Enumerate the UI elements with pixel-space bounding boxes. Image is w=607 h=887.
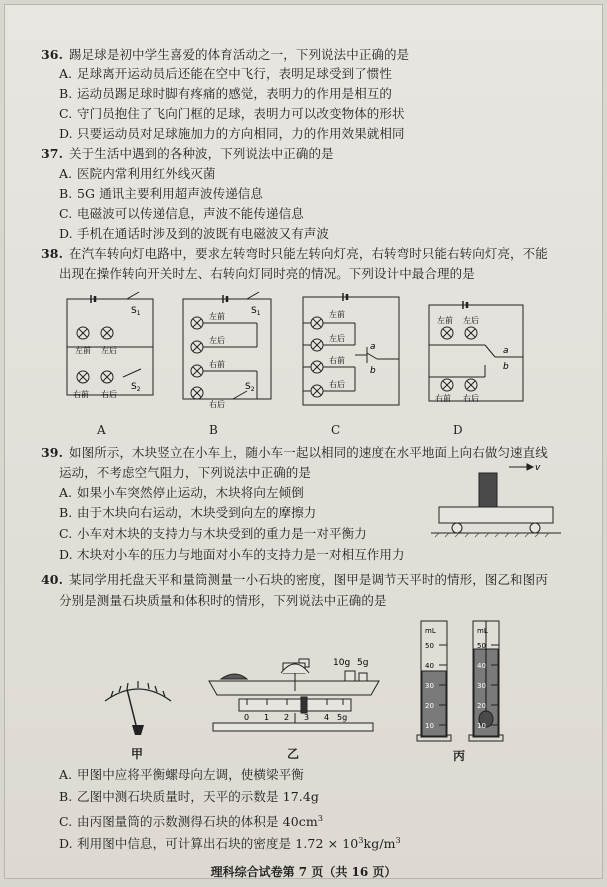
lamp-label: 右后 — [101, 390, 117, 399]
option-text: 手机在通话时涉及到的波既有电磁波又有声波 — [77, 226, 330, 241]
cylinder-tick: 20 — [425, 702, 434, 710]
contact-a-label: a — [503, 346, 509, 356]
lamp-label: 左前 — [329, 310, 345, 319]
option-key: C. — [59, 106, 73, 121]
circuit-caption: D — [453, 423, 463, 437]
lamp-label: 左前 — [437, 316, 453, 325]
option-text: 只要运动员对足球施加力的方向相同，力的作用效果就相同 — [77, 126, 405, 141]
option-key: A. — [59, 485, 73, 500]
switch-s2-label: $S_2$ — [245, 382, 255, 393]
lamp-label: 右前 — [435, 394, 451, 403]
option-text: 小车对木块的支持力与木块受到的重力是一对平衡力 — [77, 526, 367, 541]
cylinder-tick: 10 — [477, 722, 486, 730]
q39-option-b — [59, 505, 316, 521]
lamp-label: 左后 — [101, 346, 117, 355]
option-key: C. — [59, 526, 73, 541]
weight-10g — [345, 671, 355, 681]
option-text: 如果小车突然停止运动，木块将向左倾倒 — [77, 485, 304, 500]
scale-tick: 1 — [264, 713, 270, 722]
q36-stem — [41, 47, 409, 63]
q40-stem-line2: 分别是测量石块质量和体积时的情形，下列说法中正确的是 — [59, 593, 387, 608]
q36-option-b — [59, 86, 392, 102]
lamp-label: 右后 — [209, 400, 225, 409]
cylinder-tick: 50 — [425, 642, 434, 650]
circuit-caption: B — [209, 423, 218, 437]
superscript: 3 — [317, 814, 324, 823]
circuit-a — [61, 289, 161, 409]
option-key: D. — [59, 226, 73, 241]
cylinder-tick: 10 — [425, 722, 434, 730]
q36-option-c — [59, 106, 405, 122]
wooden-block — [479, 473, 497, 507]
q36-stem-text: 踢足球是初中学生喜爱的体育活动之一，下列说法中正确的是 — [69, 47, 410, 62]
figure-label-jia: 甲 — [131, 747, 144, 761]
option-text: 乙图中测石块质量时，天平的示数是 17.4g — [77, 789, 320, 804]
cart-block-figure — [431, 461, 561, 541]
cylinder-tick: 30 — [425, 682, 434, 690]
option-key: A. — [59, 66, 73, 81]
weight-label: 10g — [333, 658, 351, 668]
rider — [301, 697, 307, 713]
graduated-cylinders-bing — [415, 611, 515, 745]
balance-scale-yi — [203, 651, 385, 735]
cylinder-tick: 30 — [477, 682, 486, 690]
contact-b-label: b — [370, 366, 376, 376]
cylinder-tick: 40 — [425, 662, 434, 670]
q36-option-d — [59, 126, 405, 142]
q37-option-a — [59, 166, 216, 182]
q39-option-c — [59, 526, 367, 542]
q40-option-d — [59, 833, 401, 852]
option-text: 利用图中信息，可计算出石块的密度是 1.72 × 10 — [77, 836, 359, 852]
option-key: B. — [59, 789, 73, 804]
stone-on-pan — [221, 674, 247, 679]
cart-wheel — [452, 523, 462, 533]
option-text: 足球离开运动员后还能在空中飞行，表明足球受到了惯性 — [77, 66, 393, 81]
q40-option-c — [59, 811, 323, 830]
cylinder-tick: 40 — [477, 662, 486, 670]
scale-tick: 0 — [244, 713, 250, 722]
option-text: 运动员踢足球时脚有疼痛的感觉，表明力的作用是相互的 — [77, 86, 393, 101]
q40-stem-line1 — [41, 572, 548, 588]
weight-label: 5g — [357, 658, 369, 668]
scale-tick: 5g — [337, 713, 348, 722]
switch-s1-label: $S_1$ — [131, 306, 141, 317]
q37-option-b — [59, 186, 263, 202]
q39-option-d — [59, 547, 405, 563]
q37-number: 37. — [41, 146, 64, 161]
lamp-label: 右前 — [209, 360, 225, 369]
q38-number: 38. — [41, 246, 64, 261]
option-text: 医院内常利用红外线灭菌 — [77, 166, 216, 181]
cylinder-unit: mL — [477, 627, 488, 635]
switch-s1-label: $S_1$ — [251, 306, 261, 317]
q37-stem-text: 关于生活中遇到的各种波，下列说法中正确的是 — [69, 146, 334, 161]
balance-dial-jia — [101, 671, 175, 735]
scale-tick: 4 — [324, 713, 330, 722]
circuit-d — [423, 297, 529, 409]
q38-stem-line2: 出现在操作转向开关时左、右转向灯同时亮的情况。下列设计中最合理的是 — [59, 266, 475, 281]
option-text: 电磁波可以传递信息，声波不能传递信息 — [77, 206, 304, 221]
scale-tick: 3 — [304, 713, 310, 722]
figure-label-yi: 乙 — [287, 747, 300, 761]
option-key: A. — [59, 166, 73, 181]
q37-stem — [41, 146, 334, 162]
exam-page — [4, 4, 603, 879]
q39-stem-line1 — [41, 445, 548, 461]
option-key: D. — [59, 547, 73, 562]
option-text: 由丙图量筒的示数测得石块的体积是 40cm — [77, 814, 318, 830]
beam-scale — [239, 699, 351, 711]
circuit-caption: C — [331, 423, 341, 437]
lamp-label: 右后 — [463, 394, 479, 403]
contact-a-label: a — [370, 342, 376, 352]
option-key: A. — [59, 767, 73, 782]
q37-option-c — [59, 206, 304, 222]
option-text: 5G 通讯主要利用超声波传递信息 — [77, 186, 264, 201]
circuit-c — [297, 287, 405, 415]
option-key: B. — [59, 186, 73, 201]
q39-option-a — [59, 485, 304, 501]
lamp-label: 左后 — [209, 336, 225, 345]
page-footer: 理科综合试卷第 7 页（共 16 页） — [210, 865, 397, 879]
lamp-label: 左前 — [75, 346, 91, 355]
option-key: D. — [59, 836, 73, 852]
q40-option-b — [59, 789, 319, 805]
q37-option-d — [59, 226, 329, 242]
unit-text: kg/m — [363, 836, 396, 852]
lamp-label: 右后 — [329, 380, 345, 389]
option-key: D. — [59, 126, 73, 141]
lamp-label: 左前 — [209, 312, 225, 321]
circuit-caption: A — [97, 423, 106, 437]
q39-stem-line2: 运动，不考虑空气阻力，下列说法中正确的是 — [59, 465, 312, 480]
q38-stem-line1 — [41, 246, 548, 262]
cart-body — [439, 507, 553, 523]
q40-number: 40. — [41, 572, 64, 587]
option-text: 甲图中应将平衡螺母向左调，使横梁平衡 — [77, 767, 304, 782]
lamp-label: 右前 — [329, 356, 345, 365]
q39-number: 39. — [41, 445, 64, 460]
q36-number: 36. — [41, 47, 64, 62]
option-key: C. — [59, 814, 73, 830]
figure-label-bing: 丙 — [453, 749, 466, 763]
superscript: 3 — [358, 836, 364, 845]
lamp-label: 左后 — [463, 316, 479, 325]
lamp-label: 左后 — [329, 334, 345, 343]
q40-option-a — [59, 767, 304, 783]
cart-wheel — [530, 523, 540, 533]
cylinder-unit: mL — [425, 627, 436, 635]
circuit-b — [177, 289, 281, 413]
q39-stem-text: 如图所示，木块竖立在小车上，随小车一起以相同的速度在水平地面上向右做匀速直线 — [69, 445, 548, 460]
cylinder-tick: 50 — [477, 642, 486, 650]
weight-5g — [359, 673, 367, 681]
scale-tick: 2 — [284, 713, 290, 722]
option-text: 由于木块向右运动，木块受到向左的摩擦力 — [77, 505, 317, 520]
lamp-label: 右前 — [73, 390, 89, 399]
cylinder-tick: 20 — [477, 702, 486, 710]
option-key: C. — [59, 206, 73, 221]
switch-s2-label: $S_2$ — [131, 382, 141, 393]
q36-option-a — [59, 66, 392, 82]
superscript: 3 — [395, 836, 401, 845]
option-key: B. — [59, 505, 73, 520]
option-text: 守门员抱住了飞向门框的足球，表明力可以改变物体的形状 — [77, 106, 405, 121]
q38-stem-text: 在汽车转向灯电路中，要求左转弯时只能左转向灯亮，右转弯时只能右转向灯亮，不能 — [69, 246, 548, 261]
option-key: B. — [59, 86, 73, 101]
q40-stem-text: 某同学用托盘天平和量筒测量一小石块的密度，图甲是调节天平时的情形，图乙和图丙 — [69, 572, 548, 587]
contact-b-label: b — [503, 362, 509, 372]
velocity-label: v — [535, 463, 541, 473]
option-text: 木块对小车的压力与地面对小车的支持力是一对相互作用力 — [77, 547, 405, 562]
